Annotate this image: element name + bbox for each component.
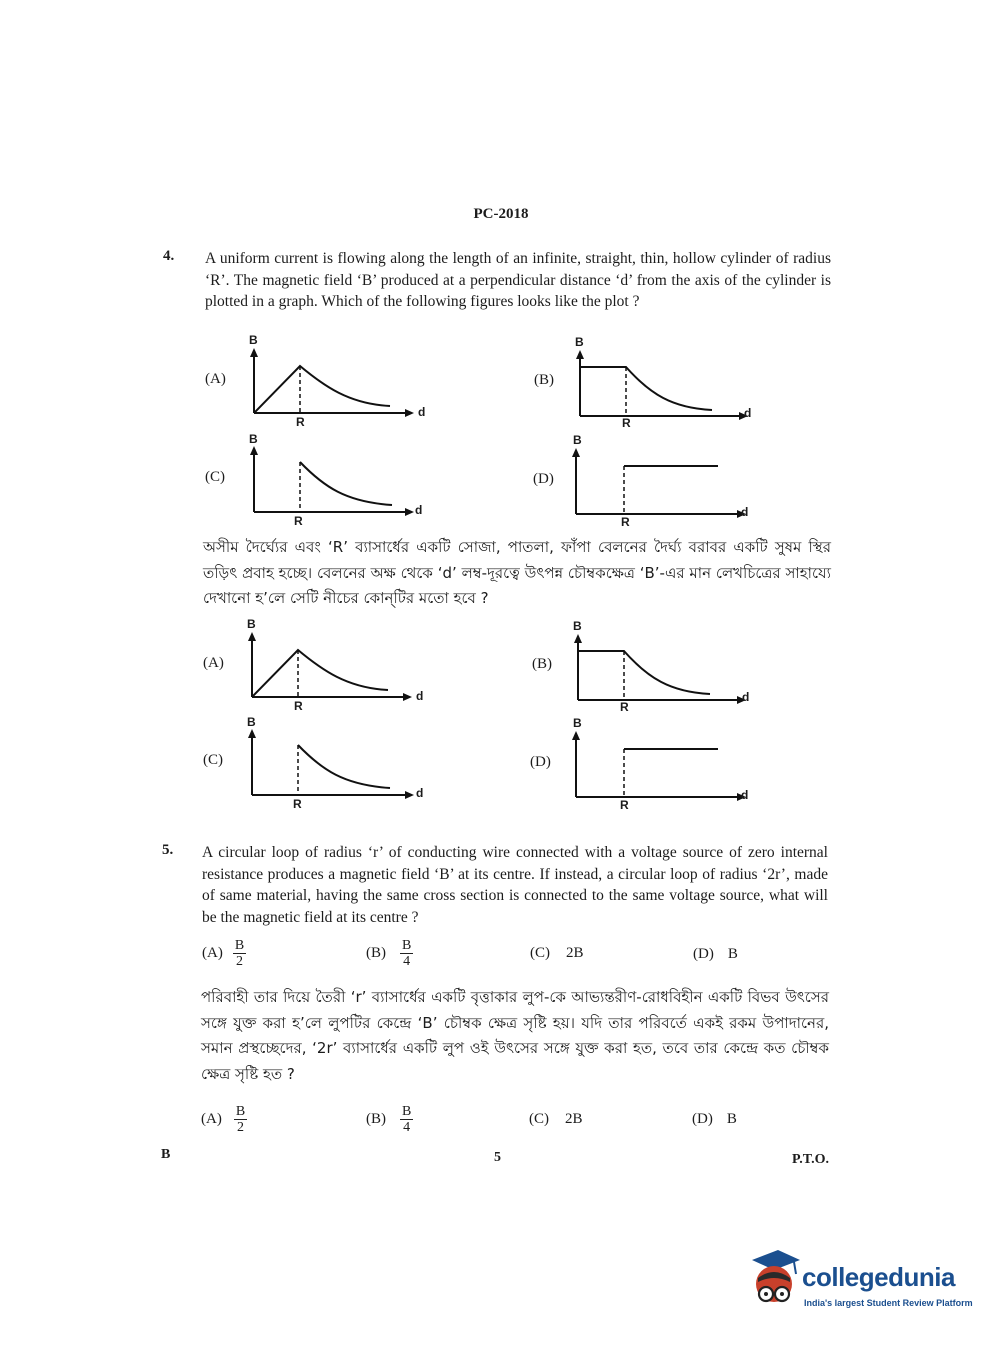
field-curve (300, 462, 392, 505)
x-axis-arrow (405, 409, 414, 417)
y-axis-label: B (249, 432, 258, 446)
field-curve (298, 745, 390, 788)
x-axis-label: d (416, 786, 424, 800)
x-axis-arrow (403, 693, 412, 701)
x-axis-label: d (741, 788, 749, 802)
x-axis-label: d (741, 505, 749, 519)
denominator: 4 (403, 1119, 411, 1135)
fraction (233, 938, 246, 969)
denominator: 4 (403, 953, 411, 969)
q4-en-option-b-label: (B) (534, 372, 554, 388)
y-axis-label: B (573, 716, 582, 730)
numerator: B (402, 1103, 412, 1119)
q4-bn-option-c-label: (C) (203, 752, 223, 768)
q4-bn-graph-b (570, 620, 750, 720)
choice-label: (A) (202, 944, 223, 961)
y-axis-arrow (250, 348, 258, 357)
q4-en-option-d-label: (D) (533, 471, 554, 487)
question-4-number: 4. (163, 248, 175, 264)
radius-label: R (621, 515, 630, 529)
choice-label: (B) (366, 1110, 386, 1127)
radius-label: R (296, 415, 305, 429)
x-axis-arrow (405, 791, 414, 799)
q4-en-graph-b (572, 336, 752, 436)
footer-page-number: 5 (494, 1150, 501, 1165)
y-axis-label: B (575, 335, 584, 349)
numerator: B (402, 937, 412, 953)
numerator: B (235, 1103, 246, 1119)
denominator: 2 (236, 953, 243, 969)
choice-label: (C) (529, 1111, 549, 1127)
choice-label: (D) (693, 946, 714, 962)
radius-label: R (293, 797, 302, 811)
y-axis-arrow (572, 731, 580, 740)
choice-label: (D) (692, 1111, 713, 1127)
exam-code: PC-2018 (473, 206, 529, 222)
radius-label: R (294, 514, 303, 528)
q4-bn-graph-d (568, 717, 748, 817)
field-curve (580, 367, 712, 410)
field-curve (252, 650, 388, 697)
q4-bn-graph-a (242, 618, 422, 718)
question-5-english: A circular loop of radius ‘r’ of conducting wire connected with a voltage source of zero internal resistance produces a magnetic field ‘B’ at its centre. If instead, a circular loop of radius ‘2r’, made of same material, having the same cross section is connected to the same voltage source, what will be the magnetic field at its centre ? (202, 844, 828, 926)
choice-value: 2B (566, 945, 584, 961)
numerator: B (234, 937, 245, 953)
x-axis-label: d (416, 689, 424, 703)
choice-label: (C) (530, 945, 550, 961)
field-curve (254, 366, 390, 413)
q5-en-choice-a (202, 935, 246, 971)
radius-label: R (620, 700, 629, 714)
collegedunia-watermark (744, 1248, 974, 1318)
y-axis-label: B (247, 617, 256, 631)
q4-bn-graph-c (242, 715, 422, 815)
fraction (234, 1104, 247, 1135)
q5-en-choice-b (366, 935, 413, 971)
question-4-english: A uniform current is flowing along the length of an infinite, straight, thin, hollow cylinder of radius ‘R’. The magnetic field ‘B’ produced at a perpendicular distance ‘d’ from the axis of the cylinder is plotted in a graph. Which of the following figures looks like the plot ? (205, 250, 831, 310)
question-5-bengali: পরিবাহী তার দিয়ে তৈরী ‘r’ ব্যাসার্ধের একটি বৃত্তাকার লুপ-কে আভ্যন্তরীণ-রোধবিহীন একটি বিভব উৎসের সঙ্গে যুক্ত করা হ’লে লুপটির কেন্দ্রে ‘B’ চৌম্বক ক্ষেত্র সৃষ্টি হয়। যদি তার পরিবর্তে একই রকম উপাদানের, সমান প্রস্থচ্ছেদের, ‘2r’ ব্যাসার্ধের একটি লুপ ওই উৎসের সঙ্গে যুক্ত করা হত, তবে তার কেন্দ্রে কত চৌম্বক ক্ষেত্র সৃষ্টি হত ? (201, 988, 829, 1083)
x-axis-arrow (405, 508, 414, 516)
radius-label: R (622, 416, 631, 430)
q4-en-graph-c (244, 432, 424, 532)
x-axis-label: d (415, 503, 423, 517)
q4-en-option-c-label: (C) (205, 469, 225, 485)
question-4-bengali: অসীম দৈর্ঘ্যের এবং ‘R’ ব্যাসার্ধের একটি সোজা, পাতলা, ফাঁপা বেলনের দৈর্ঘ্য বরাবর একটি সুষম স্থির তড়িৎ প্রবাহ হচ্ছে। বেলনের অক্ষ থেকে ‘d’ লম্ব-দূরত্বে উৎপন্ন চৌম্বকক্ষেত্র ‘B’-এর মান লেখচিত্রের সাহায্যে দেখানো হ’লে সেটি নীচের কোন্‌টির মতো হবে ? (203, 538, 831, 607)
question-5-number: 5. (162, 842, 174, 858)
y-axis-arrow (576, 350, 584, 359)
field-curve (578, 651, 710, 694)
q5-bn-choice-c (529, 1111, 583, 1128)
q4-bn-option-b-label: (B) (532, 656, 552, 672)
fraction (400, 938, 413, 969)
choice-label: (A) (201, 1110, 222, 1127)
q4-en-option-a-label: (A) (205, 371, 226, 387)
q5-en-choice-c (530, 945, 584, 962)
y-axis-label: B (247, 715, 256, 729)
q4-bn-option-a-label: (A) (203, 655, 224, 671)
mascot-icon (744, 1248, 800, 1310)
brand-name: collegedunia (802, 1262, 955, 1292)
choice-value: B (727, 946, 738, 962)
choice-value: 2B (565, 1111, 583, 1127)
y-axis-arrow (248, 729, 256, 738)
q4-en-graph-a (244, 334, 424, 434)
q5-bn-choice-a (201, 1101, 247, 1137)
q5-en-choice-d (693, 946, 738, 963)
denominator: 2 (237, 1119, 244, 1135)
y-axis-arrow (572, 448, 580, 457)
y-axis-label: B (573, 619, 582, 633)
footer-booklet-code: B (161, 1147, 171, 1162)
q4-en-graph-d (568, 434, 748, 534)
radius-label: R (620, 798, 629, 812)
y-axis-arrow (248, 632, 256, 641)
fraction (400, 1104, 413, 1135)
q5-bn-choice-d (692, 1111, 737, 1128)
q5-bn-choice-b (366, 1101, 413, 1137)
y-axis-arrow (250, 446, 258, 455)
x-axis-label: d (418, 405, 426, 419)
y-axis-label: B (573, 433, 582, 447)
footer-pto: P.T.O. (792, 1152, 829, 1167)
choice-value: B (726, 1111, 737, 1127)
brand-tagline: India's largest Student Review Platform (804, 1298, 973, 1308)
radius-label: R (294, 699, 303, 713)
y-axis-label: B (249, 333, 258, 347)
choice-label: (B) (366, 944, 386, 961)
x-axis-label: d (744, 406, 752, 420)
x-axis-label: d (742, 690, 750, 704)
q4-bn-option-d-label: (D) (530, 754, 551, 770)
y-axis-arrow (574, 634, 582, 643)
